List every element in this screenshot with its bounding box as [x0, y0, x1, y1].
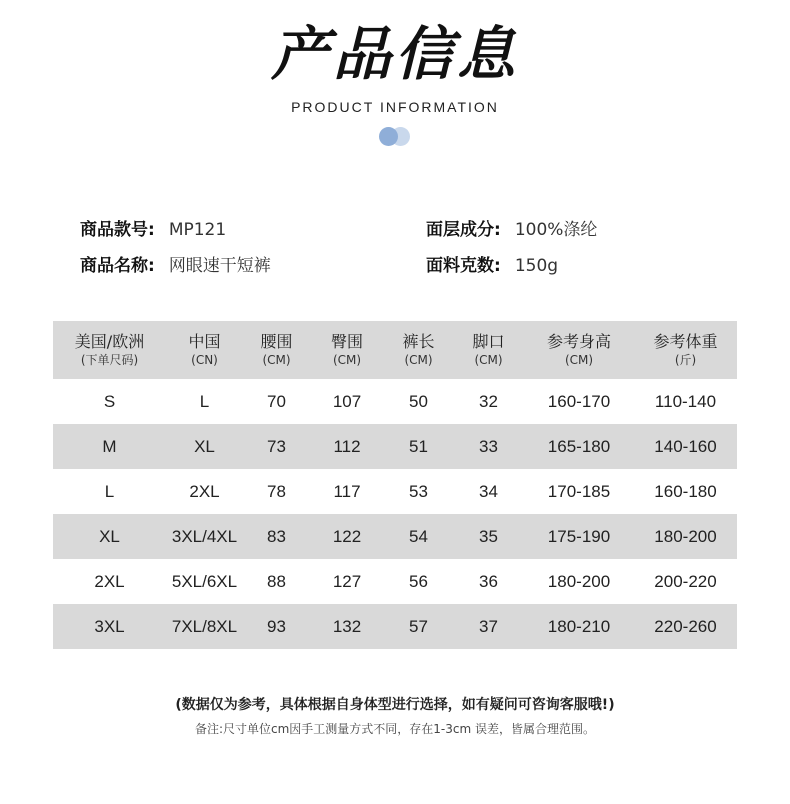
name-label: 商品名称:	[80, 256, 155, 276]
table-cell: 112	[333, 436, 361, 456]
table-cell: 180-210	[547, 616, 611, 636]
page-subtitle: PRODUCT INFORMATION	[291, 99, 499, 115]
table-cell: 37	[479, 616, 498, 636]
table-cell: 110-140	[654, 391, 717, 411]
measurement-note: 备注:尺寸单位cm因手工测量方式不同，存在1-3cm 误差，皆属合理范围。	[194, 722, 596, 736]
table-row	[53, 559, 737, 604]
table-cell: 32	[479, 391, 498, 411]
column-header-unit: (CM)	[564, 353, 594, 367]
table-cell: 127	[332, 571, 362, 591]
table-cell: 180-200	[654, 526, 717, 546]
page-title: 产品信息	[270, 20, 519, 88]
size-table	[53, 321, 737, 649]
table-cell: 3XL	[94, 616, 125, 636]
table-cell: L	[199, 391, 210, 411]
table-row	[53, 604, 737, 649]
table-cell: 107	[332, 391, 362, 411]
column-header-unit: (CN)	[191, 353, 218, 367]
table-cell: 2XL	[189, 481, 220, 501]
column-header-label: 中国	[188, 332, 221, 351]
info-fabric	[426, 218, 597, 242]
table-cell: 3XL/4XL	[171, 526, 238, 546]
column-header	[634, 321, 737, 379]
info-model	[80, 218, 226, 242]
fabric-value: 100%涤纶	[514, 220, 598, 240]
table-cell: 160-180	[654, 481, 717, 501]
name-value: 网眼速干短裤	[168, 256, 271, 276]
table-cell: 70	[267, 391, 286, 411]
table-cell: 51	[409, 436, 428, 456]
column-header	[524, 321, 634, 379]
table-cell: 122	[332, 526, 362, 546]
column-header-label: 参考体重	[653, 332, 718, 351]
table-cell: 200-220	[654, 571, 717, 591]
table-cell: 93	[267, 616, 286, 636]
table-cell: 160-170	[547, 391, 611, 411]
table-body	[53, 379, 737, 649]
table-cell: 35	[479, 526, 498, 546]
table-cell: 50	[409, 391, 428, 411]
table-cell: 220-260	[654, 616, 717, 636]
table-cell: 7XL/8XL	[171, 616, 238, 636]
dot-dark-icon	[379, 127, 398, 146]
table-cell: 117	[333, 481, 361, 501]
reference-note: (数据仅为参考，具体根据自身体型进行选择，如有疑问可咨询客服哦!)	[175, 697, 615, 713]
table-cell: 165-180	[547, 436, 611, 456]
column-header-label: 腰围	[260, 332, 293, 351]
weight-value: 150g	[514, 256, 559, 276]
info-weight	[426, 254, 558, 278]
table-cell: S	[103, 391, 116, 411]
table-cell: 180-200	[547, 571, 611, 591]
table-cell: 73	[267, 436, 286, 456]
column-header-unit: (CM)	[474, 353, 503, 367]
column-header-unit: (CM)	[262, 353, 291, 367]
column-header-label: 美国/欧洲	[74, 332, 145, 351]
table-cell: 175-190	[547, 526, 611, 546]
table-row	[53, 379, 737, 424]
table-cell: 56	[409, 571, 428, 591]
table-cell: 88	[267, 571, 286, 591]
column-header	[453, 321, 524, 379]
weight-label: 面料克数:	[426, 256, 501, 276]
table-cell: 170-185	[547, 481, 611, 501]
table-cell: 5XL/6XL	[171, 571, 238, 591]
column-header	[384, 321, 453, 379]
table-cell: L	[104, 481, 115, 501]
table-cell: 34	[479, 481, 498, 501]
table-cell: 33	[479, 436, 498, 456]
column-header-unit: (下单尺码)	[80, 353, 139, 367]
table-cell: 57	[409, 616, 428, 636]
column-header	[53, 321, 166, 379]
column-header	[310, 321, 384, 379]
table-cell: 36	[479, 571, 498, 591]
table-cell: 2XL	[94, 571, 125, 591]
column-header-unit: (CM)	[404, 353, 433, 367]
table-cell: 140-160	[654, 436, 717, 456]
table-cell: M	[102, 436, 117, 456]
column-header-unit: (CM)	[332, 353, 362, 367]
model-label: 商品款号:	[80, 220, 155, 240]
table-cell: 54	[409, 526, 428, 546]
fabric-label: 面层成分:	[426, 220, 501, 240]
table-row	[53, 424, 737, 469]
decorative-dots	[379, 127, 413, 147]
table-cell: 78	[267, 481, 286, 501]
column-header-label: 参考身高	[546, 332, 611, 351]
column-header	[166, 321, 243, 379]
table-row	[53, 469, 737, 514]
column-header-label: 臀围	[330, 332, 363, 351]
column-header-unit: (斤)	[674, 353, 697, 367]
table-header-row	[53, 321, 737, 379]
table-cell: 53	[409, 481, 428, 501]
table-cell: XL	[99, 526, 120, 546]
table-cell: 132	[332, 616, 362, 636]
table-row	[53, 514, 737, 559]
table-cell: 83	[267, 526, 286, 546]
column-header	[243, 321, 310, 379]
info-name	[80, 254, 271, 278]
column-header-label: 脚口	[472, 332, 505, 351]
model-value: MP121	[168, 220, 227, 240]
table-cell: XL	[194, 436, 215, 456]
column-header-label: 裤长	[402, 332, 435, 351]
